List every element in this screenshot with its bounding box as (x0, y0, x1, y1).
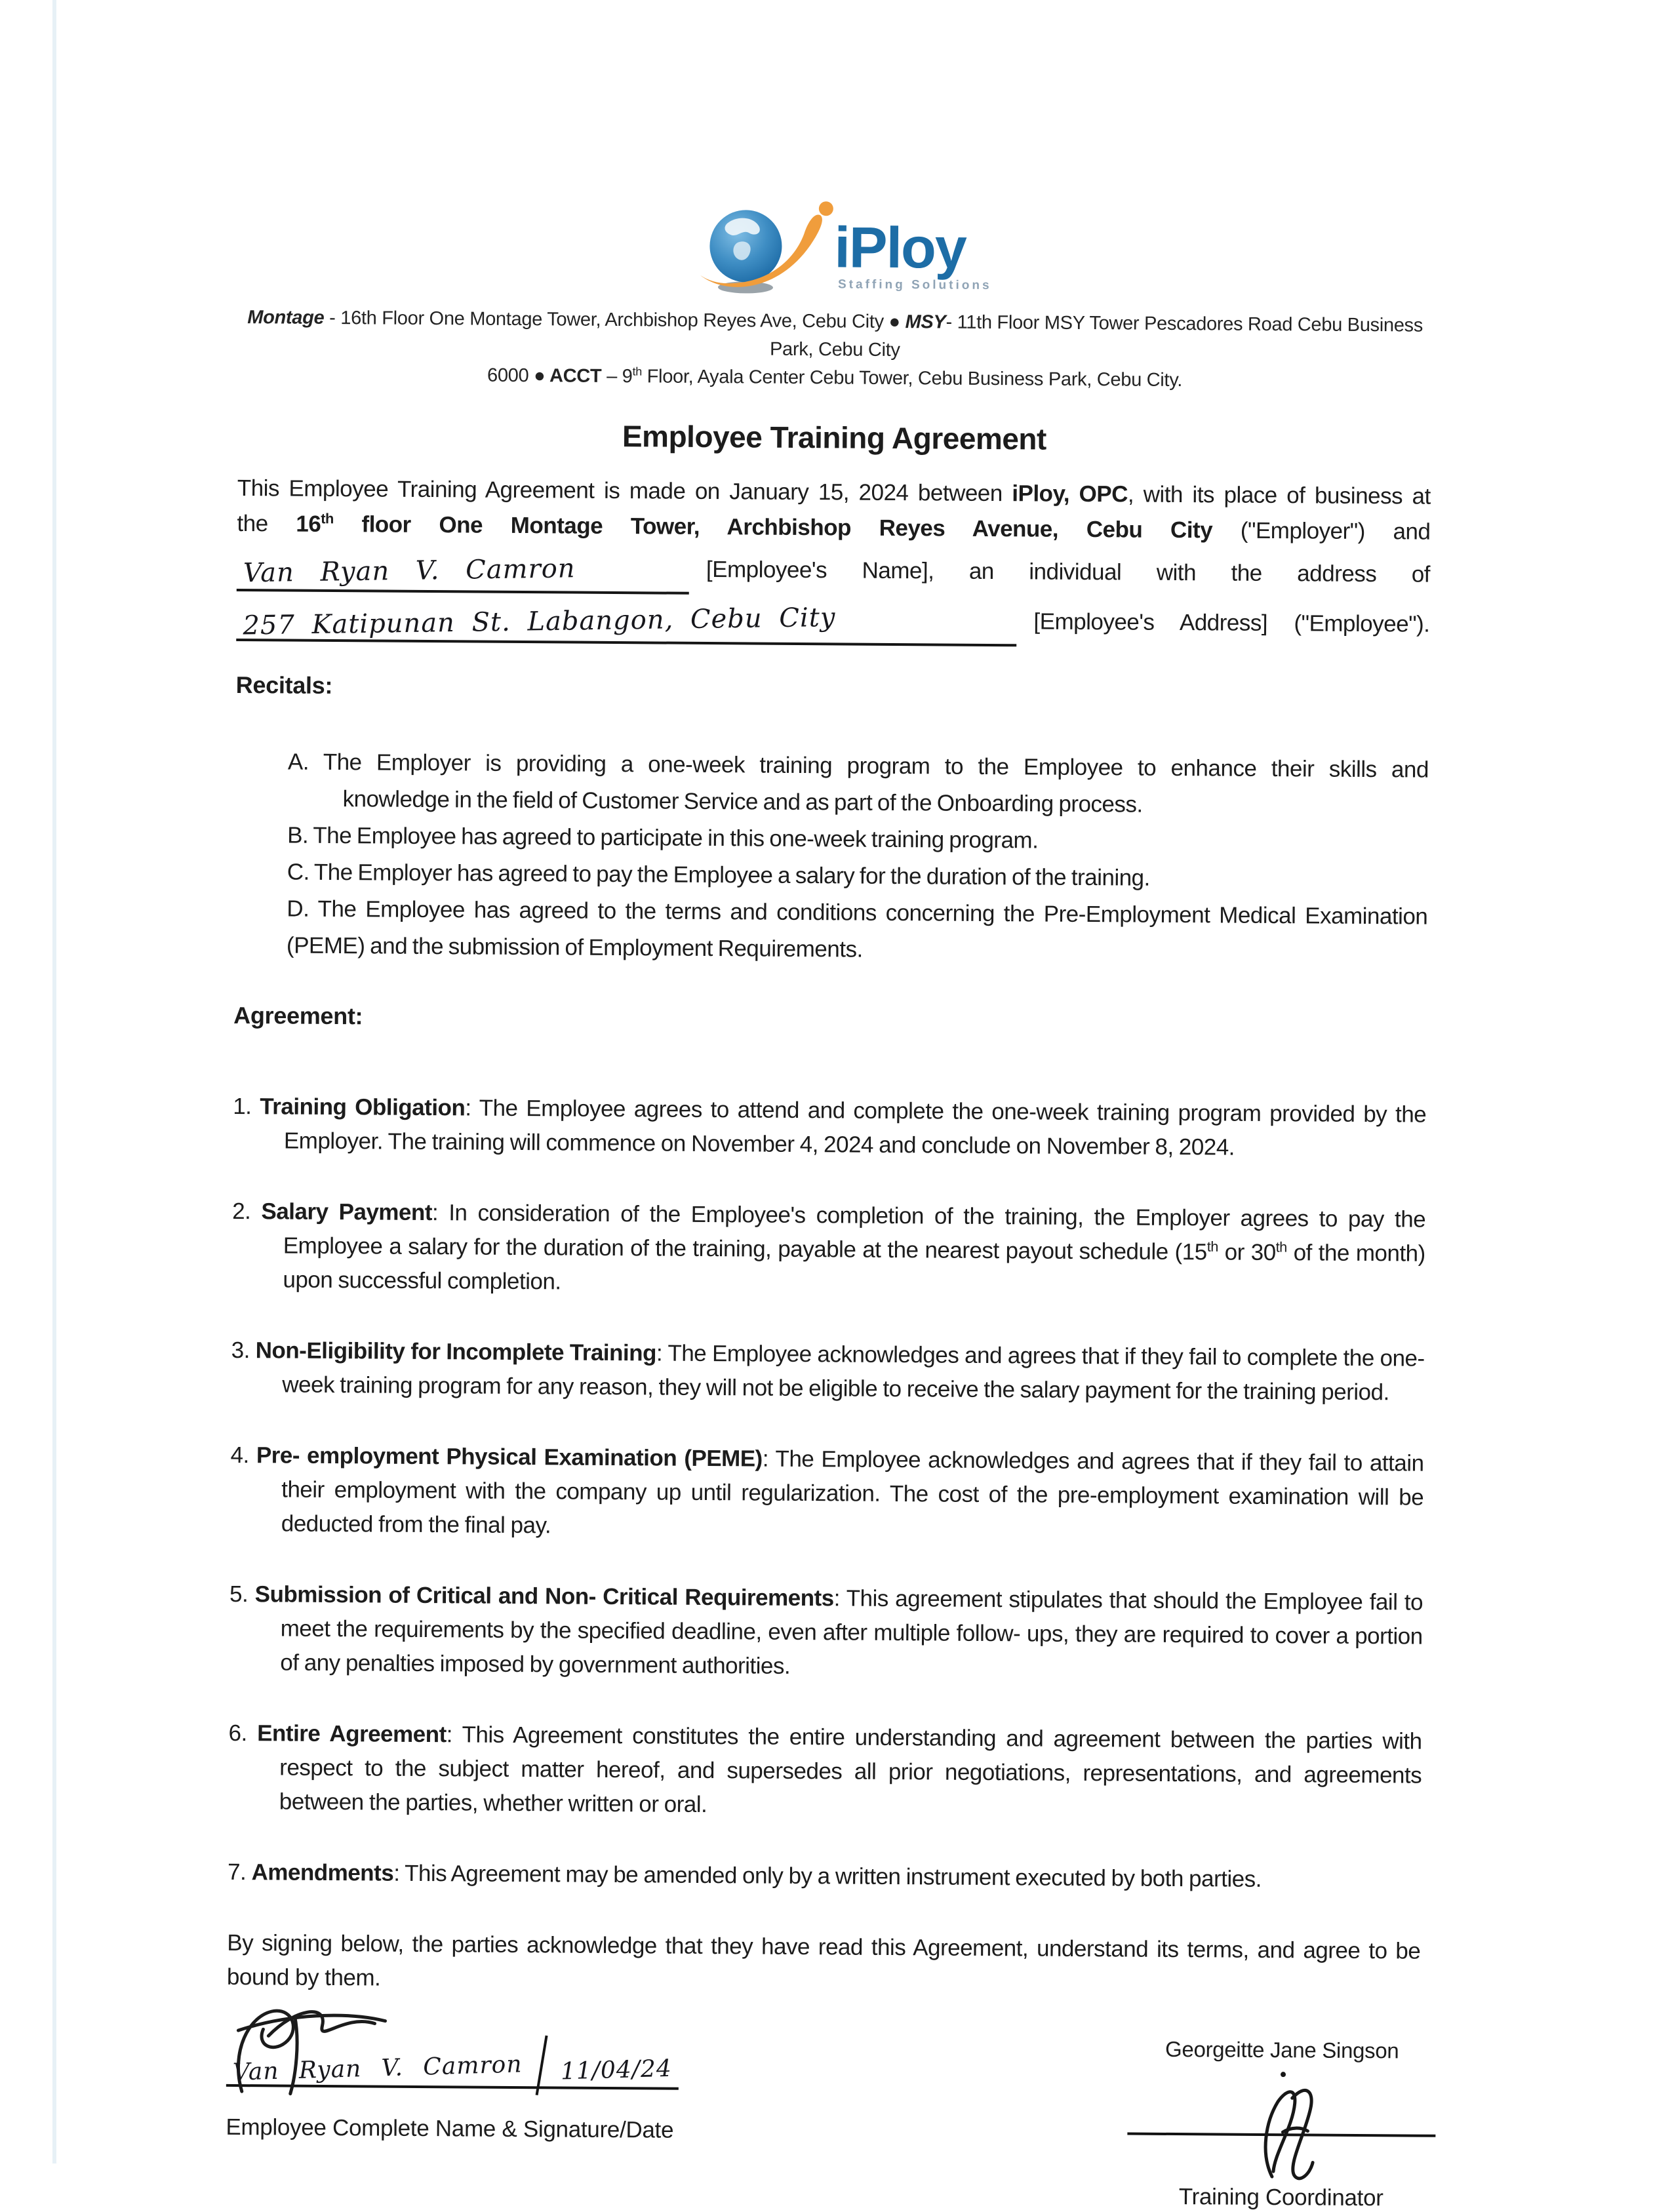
agreement-item-3: 3. Non-Eligibility for Incomplete Training: The Employee acknowledges and agrees that if they fail to complete the one-week training program for any reason, they will not be eligible to receive the salary payment for the training period. (231, 1337, 1425, 1406)
logo-brand-text: iPloy (834, 214, 966, 281)
employee-name-printed-text: [Employee's Name], an individual with the address of (706, 556, 1431, 587)
recital-a-line-1: A. The Employer is providing a one-week training program to the Employee to enhance their skills and (287, 749, 1429, 783)
page-title: Employee Training Agreement (622, 419, 1047, 456)
employee-address-blank (236, 591, 1017, 646)
agreement-item-4: 4. Pre- employment Physical Examination (PEME): The Employee acknowledges and agrees that if they fail to attain their employment with the company up until regularization. The cost of the pre-employment examination will be deducted from the final pay. (230, 1442, 1424, 1539)
logo-tagline-text: Staffing Solutions (837, 277, 992, 293)
montage-label: Montage (247, 307, 325, 328)
agreement-item-7: 7. Amendments: This Agreement may be amended only by a written instrument executed by both parties. (227, 1859, 1262, 1892)
coordinator-name: Georgeitte Jane Singson (1164, 2036, 1399, 2063)
office-address-line-1: Montage - 16th Floor One Montage Tower, Archbishop Reyes Ave, Cebu City ● MSY- 11th Floor MSY Tower Pescadores Road Cebu Business Park, Cebu City (247, 307, 1423, 361)
iploy-logo (239, 193, 1433, 312)
employee-signature-date: 11/04/24 (560, 2055, 673, 2085)
signature-block (226, 2030, 1420, 2212)
recital-b: B. The Employee has agreed to participate in this one-week training program. (287, 822, 1039, 854)
coordinator-label: Training Coordinator (1178, 2184, 1383, 2211)
agreement-item-5: 5. Submission of Critical and Non- Critical Requirements: This agreement stipulates that should the Employee fail to meet the requirements by the specified deadline, even after multiple follow- ups, they are required to cover a portion of any penalties imposed by government authorities. (229, 1581, 1423, 1679)
swoosh-dot (819, 201, 833, 216)
employee-name-blank (237, 542, 690, 595)
acct-label: ACCT (545, 365, 602, 387)
recital-d-line-2: (PEME) and the submission of Employment Requirements. (286, 932, 863, 962)
employee-address-handwriting: 257 Katipunan St. Labangon, Cebu City (243, 602, 836, 641)
coordinator-signature-area (1127, 2037, 1437, 2212)
document-body (226, 193, 1433, 2212)
bullet-separator: ● (534, 365, 546, 387)
agreement-item-1: 1. Training Obligation: The Employee agrees to attend and complete the one-week training program provided by the Employer. The training will commence on November 4, 2024 and conclude on November 8, 2024. (233, 1093, 1427, 1160)
employee-signature-label: Employee Complete Name & Signature/Date (226, 2114, 674, 2143)
recitals-list (287, 744, 1429, 972)
intro-line-2: the 16th floor One Montage Tower, Archbishop Reyes Avenue, Cebu City ("Employer") and (237, 510, 1431, 545)
recitals-heading: Recitals: (235, 671, 333, 700)
agreement-item-2: 2. Salary Payment: In consideration of the Employee's completion of the training, the Employer agrees to pay the Employee a salary for the duration of the training, payable at the nearest payout schedule (15th or 30th of the month) upon successful completion. (232, 1198, 1426, 1295)
employee-name-row (237, 542, 1430, 600)
intro-paragraph (236, 471, 1431, 650)
recital-d-line-1: D. The Employee has agreed to the terms and conditions concerning the Pre-Employment Medical Examination (287, 896, 1428, 930)
agreement-items (228, 1090, 1426, 1898)
coordinator-signature-box (1127, 2066, 1436, 2179)
employee-address-row (236, 591, 1429, 650)
agreement-heading: Agreement: (233, 1001, 363, 1030)
employee-name-handwriting: Van Ryan V. Camron (243, 553, 576, 589)
intro-line-1: This Employee Training Agreement is made on January 15, 2024 between iPloy, OPC, with its place of business at (237, 475, 1431, 509)
bullet-separator: ● (888, 311, 900, 333)
office-address-line-2: 6000 ● ACCT – 9th Floor, Ayala Center Cebu Tower, Cebu Business Park, Cebu City. (487, 365, 1183, 391)
agreement-item-6: 6. Entire Agreement: This Agreement constitutes the entire understanding and agreement between the parties with respect to the subject matter hereof, and supersedes all prior negotiations, representations, and agreements between the parties, whether written or oral. (228, 1720, 1422, 1818)
employee-signature-line (226, 2030, 679, 2090)
employee-address-printed-text: [Employee's Address] ("Employee"). (1033, 608, 1430, 637)
msy-label: MSY (905, 311, 946, 333)
scan-artifact-line (52, 0, 56, 2163)
recital-c: C. The Employer has agreed to pay the Employee a salary for the duration of the training. (287, 859, 1150, 891)
signature-divider-stroke (535, 2036, 547, 2095)
employee-signature-area (226, 2030, 888, 2145)
employee-signature-name: Van Ryan V. Camron (232, 2051, 523, 2086)
coordinator-signature-monogram (1209, 2066, 1354, 2182)
iploy-logo-graphic (691, 197, 992, 304)
closing-paragraph: By signing below, the parties acknowledge that they have read this Agreement, understand its terms, and agree to be bound by them. (226, 1929, 1421, 1991)
recital-a-line-2: knowledge in the field of Customer Service and as part of the Onboarding process. (342, 786, 1143, 818)
